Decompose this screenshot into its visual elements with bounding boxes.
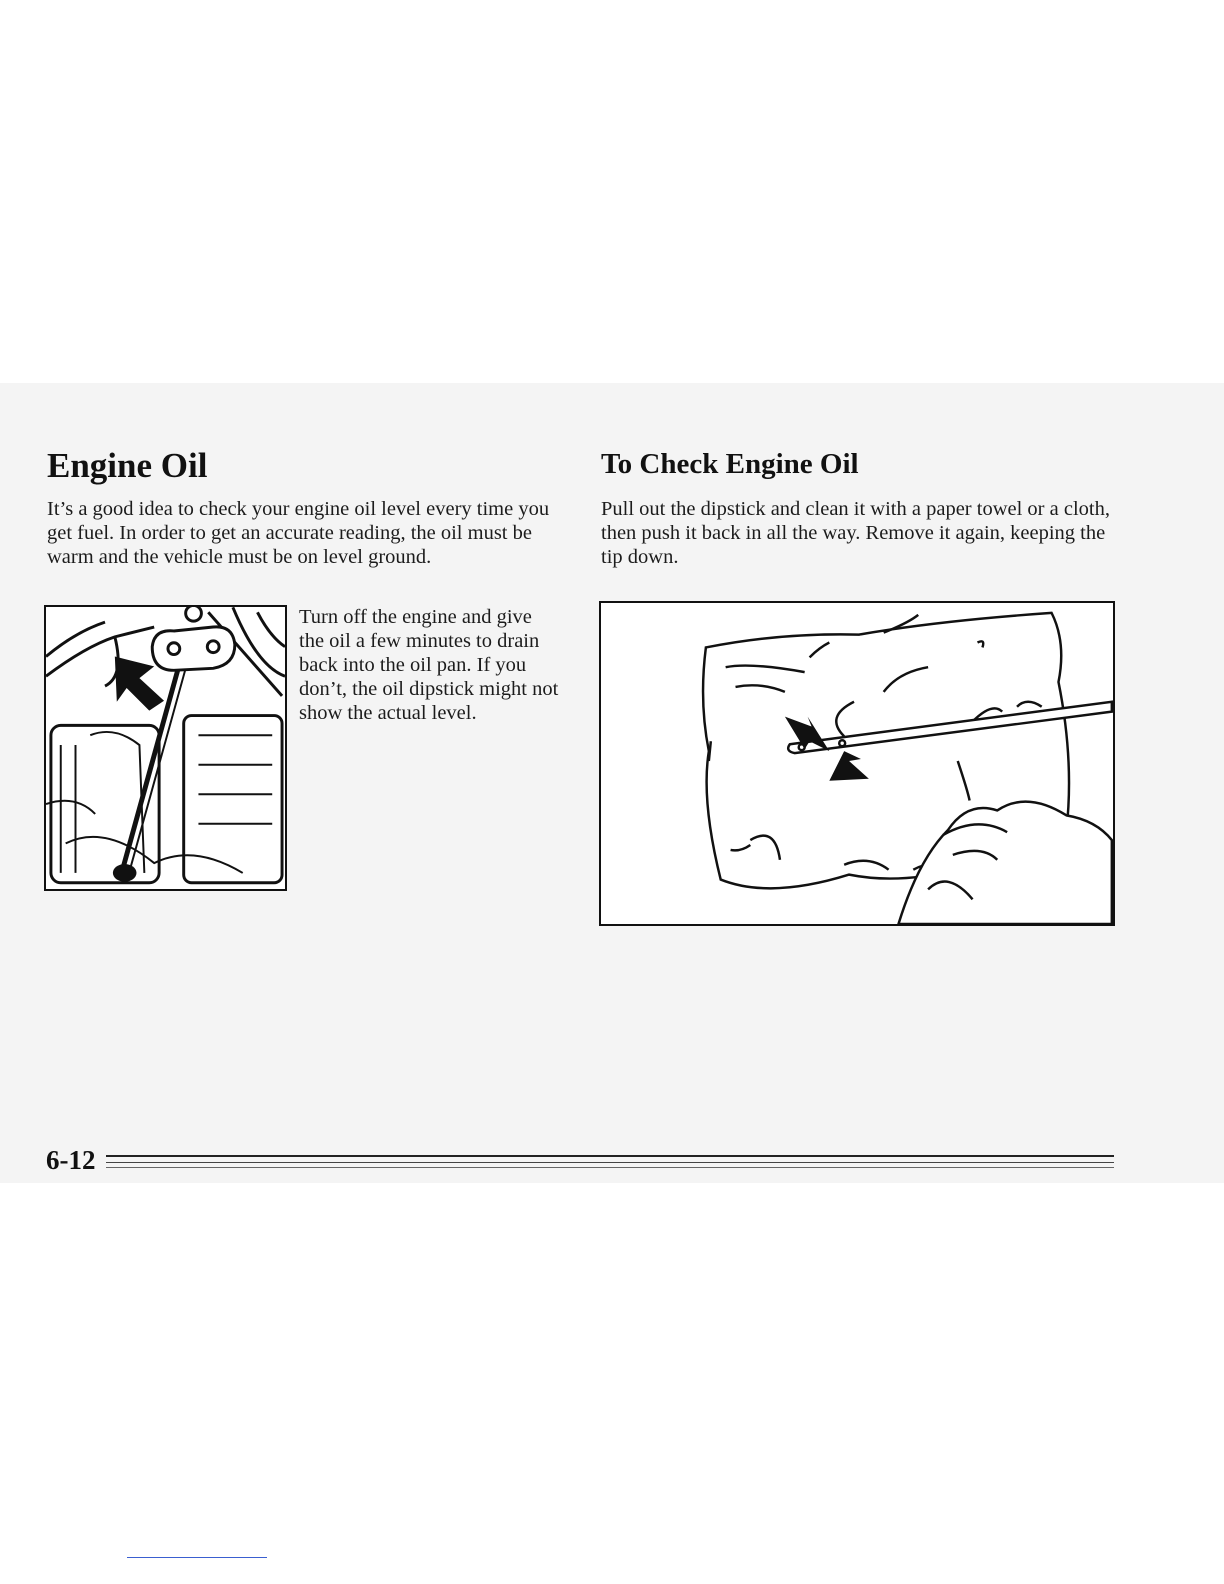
section-title-check-engine-oil: To Check Engine Oil — [601, 448, 859, 480]
engine-dipstick-drawing — [46, 607, 285, 889]
footer-rule — [106, 1155, 1114, 1157]
section-title-engine-oil: Engine Oil — [47, 446, 208, 485]
dipstick-towel-drawing — [601, 603, 1113, 924]
footer-rule-faint — [106, 1167, 1114, 1168]
engine-oil-intro: It’s a good idea to check your engine oil level every time you get fuel. In order to get an accurate reading, the oil must be warm and the vehicle must be on level ground. — [47, 498, 550, 568]
check-engine-oil-intro: Pull out the dipstick and clean it with a paper towel or a cloth, then push it back in all the way. Remove it again, keeping the tip down. — [601, 498, 1110, 568]
turn-off-engine-text: Turn off the engine and give the oil a few minutes to drain back into the oil pan. If you don’t, the oil dipstick might not show the actual level. — [299, 606, 559, 724]
bottom-underline-mark — [127, 1557, 267, 1558]
page-number: 6-12 — [46, 1145, 96, 1175]
dipstick-towel-illustration — [599, 601, 1115, 926]
engine-dipstick-illustration — [44, 605, 287, 891]
footer-rule-thin — [106, 1162, 1114, 1163]
